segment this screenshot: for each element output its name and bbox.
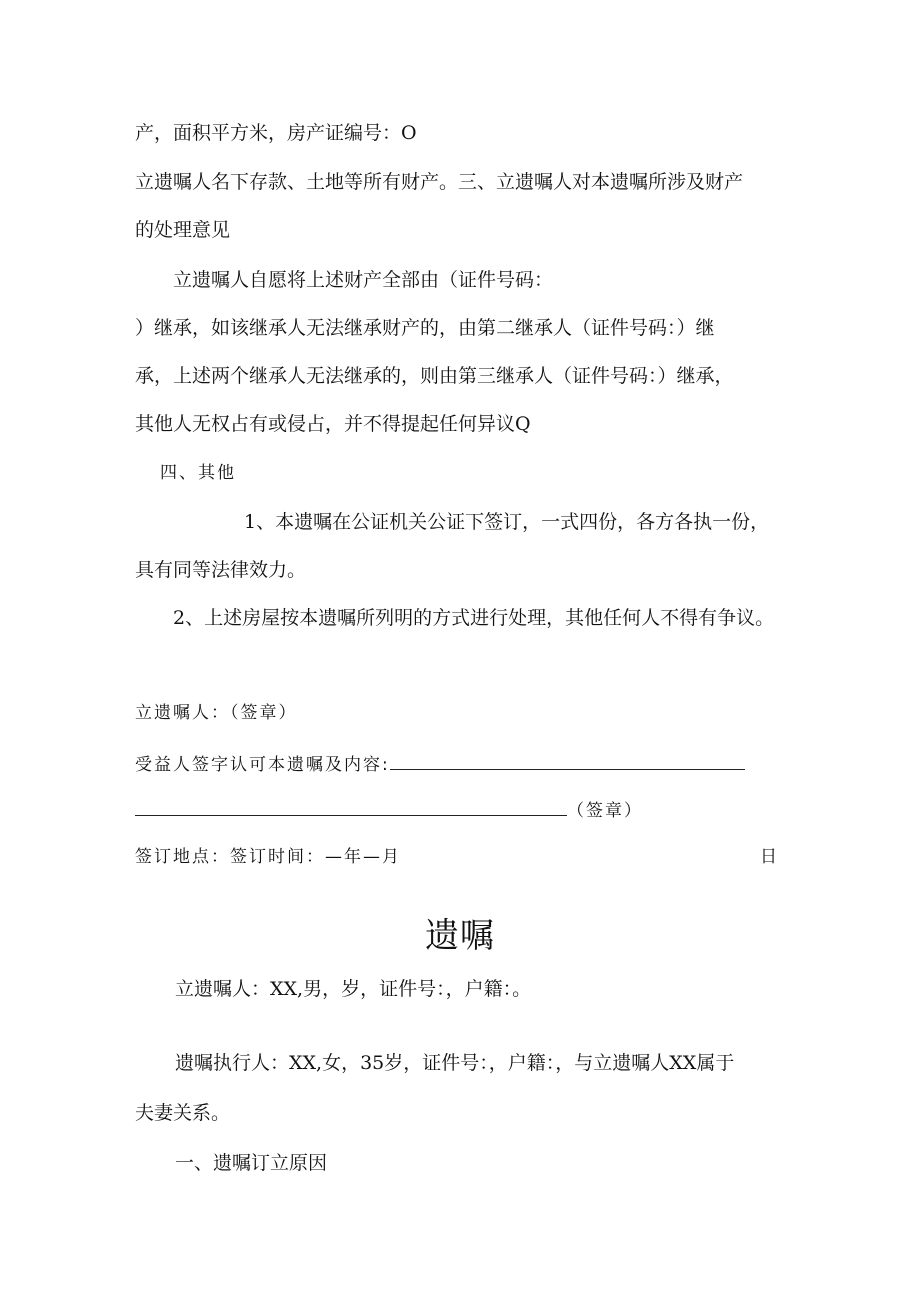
inheritance-line-4: 其他人无权占有或侵占，并不得提起任何异议Q: [135, 413, 531, 435]
section-heading-reason: 一、遗嘱订立原因: [175, 1152, 328, 1174]
executor-info-line-1: 遗嘱执行人：XX,女，35岁，证件号：，户籍：，与立遗嘱人XX属于: [175, 1052, 735, 1074]
beneficiary-signature-blank: [390, 751, 745, 770]
testator-signature: 立遗嘱人：（签章）: [135, 703, 298, 723]
clause-2: 2、上述房屋按本遗嘱所列明的方式进行处理，其他任何人不得有争议。: [173, 607, 775, 629]
property-area-line: 产，面积平方米，房产证编号：O: [135, 122, 417, 144]
clause-1-line-2: 具有同等法律效力。: [135, 559, 307, 581]
clause-1-line-1: 1、本遗嘱在公证机关公证下签订，一式四份，各方各执一份，: [244, 511, 770, 533]
seal-label: （签章）: [567, 801, 643, 821]
will-title: 遗嘱: [425, 916, 495, 956]
assets-line: 立遗嘱人名下存款、土地等所有财产。三、立遗嘱人对本遗嘱所涉及财产: [135, 171, 744, 193]
signing-day: 日: [760, 847, 779, 867]
inheritance-line-1: 立遗嘱人自愿将上述财产全部由（证件号码：: [173, 269, 554, 291]
signing-place-time: 签订地点：签订时间：—年—月: [135, 847, 401, 867]
inheritance-line-2: ）继承，如该继承人无法继承财产的，由第二继承人（证件号码：）继: [135, 317, 715, 339]
testator-info: 立遗嘱人：XX,男，岁，证件号：，户籍：。: [175, 978, 532, 1000]
seal-blank: [135, 797, 567, 816]
inheritance-line-3: 承，上述两个继承人无法继承的，则由第三继承人（证件号码：）继承，: [135, 365, 734, 387]
seal-line: [135, 797, 643, 823]
executor-info-line-2: 夫妻关系。: [135, 1102, 231, 1124]
disposal-opinion-line: 的处理意见: [135, 219, 231, 241]
beneficiary-label: 受益人签字认可本遗嘱及内容:: [135, 755, 390, 775]
section-heading-other: 四、其他: [160, 463, 236, 483]
beneficiary-signature-line: [135, 751, 745, 777]
